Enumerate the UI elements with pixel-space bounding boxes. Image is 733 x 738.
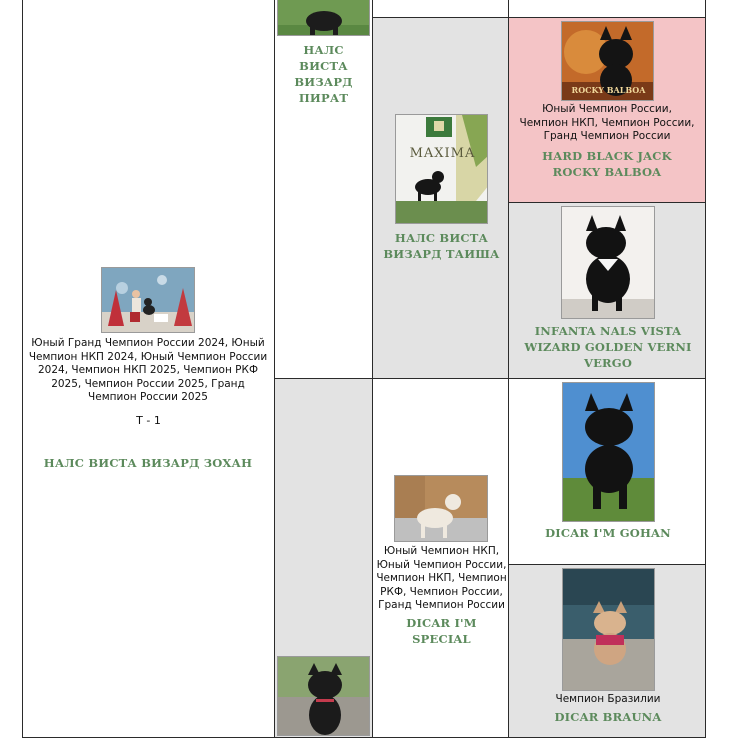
pedigree-cell-special	[372, 378, 509, 738]
main-dog-name-link[interactable]: НАЛС ВИСТА ВИЗАРД ЗОХАН	[43, 456, 253, 470]
rocky-titles: Юный Чемпион России, Чемпион НКП, Чемпион России, Гранд Чемпион России	[519, 103, 695, 142]
special-name-link[interactable]: DICAR I'M SPECIAL	[406, 616, 477, 646]
main-dog-photo[interactable]	[101, 267, 195, 333]
brauna-photo[interactable]	[562, 568, 655, 691]
pedigree-cell-brauna	[508, 564, 706, 738]
pedigree-cell-gggs-top	[508, 0, 706, 18]
rocky-photo-text: ROCKY BALBOA	[571, 85, 646, 95]
pedigree-cell-infanta	[508, 202, 706, 379]
pedigree-cell-taisha	[372, 17, 509, 379]
pedigree-cell-gohan	[508, 378, 706, 565]
pedigree-cell-ggs-top	[372, 0, 509, 18]
christmas-photo-icon	[102, 268, 195, 333]
main-dog-registration: Т - 1	[136, 414, 161, 427]
main-dog-titles: Юный Гранд Чемпион России 2024, Юный Чемпион НКП 2024, Юный Чемпион России 2024, Чемпион НКП 2025, Чемпион РКФ 2025, Чемпион России 2025, Гранд Чемпион России 2025	[28, 337, 268, 403]
dam-photo[interactable]	[277, 656, 370, 736]
taisha-photo[interactable]	[395, 114, 488, 224]
dog-photo-icon	[278, 657, 370, 736]
taisha-photo-text: MAXIMA	[409, 146, 476, 161]
brauna-titles: Чемпион Бразилии	[555, 693, 661, 705]
gohan-name-link[interactable]: DICAR I'M GOHAN	[545, 526, 671, 540]
sire-name-link[interactable]: НАЛС ВИСТА ВИЗАРД ПИРАТ	[294, 43, 353, 105]
special-titles: Юный Чемпион НКП, Юный Чемпион России, Чемпион НКП, Чемпион РКФ, Чемпион России, Гранд Чемпион России	[376, 545, 507, 611]
dog-photo-icon	[563, 383, 655, 522]
taisha-name-link[interactable]: НАЛС ВИСТА ВИЗАРД ТАИША	[383, 231, 500, 261]
special-photo[interactable]	[394, 475, 488, 542]
sire-photo[interactable]	[277, 0, 370, 36]
pedigree-cell-rocky	[508, 17, 706, 203]
pedigree-cell-main	[22, 0, 275, 738]
dog-photo-icon	[395, 476, 488, 542]
dog-photo-icon	[562, 207, 655, 319]
infanta-photo[interactable]	[561, 206, 655, 319]
infanta-name-link[interactable]: INFANTA NALS VISTA WIZARD GOLDEN VERNI VERGO	[524, 324, 692, 370]
dog-photo-icon	[278, 0, 370, 36]
dog-photo-icon	[563, 569, 655, 691]
rocky-name-link[interactable]: HARD BLACK JACK ROCKY BALBOA	[542, 149, 672, 179]
brauna-name-link[interactable]: DICAR BRAUNA	[554, 710, 662, 724]
show-photo-icon	[396, 115, 488, 224]
gohan-photo[interactable]	[562, 382, 655, 522]
rocky-photo[interactable]	[561, 21, 654, 101]
pedigree-cell-sire	[274, 0, 373, 379]
pedigree-cell-dam	[274, 378, 373, 738]
